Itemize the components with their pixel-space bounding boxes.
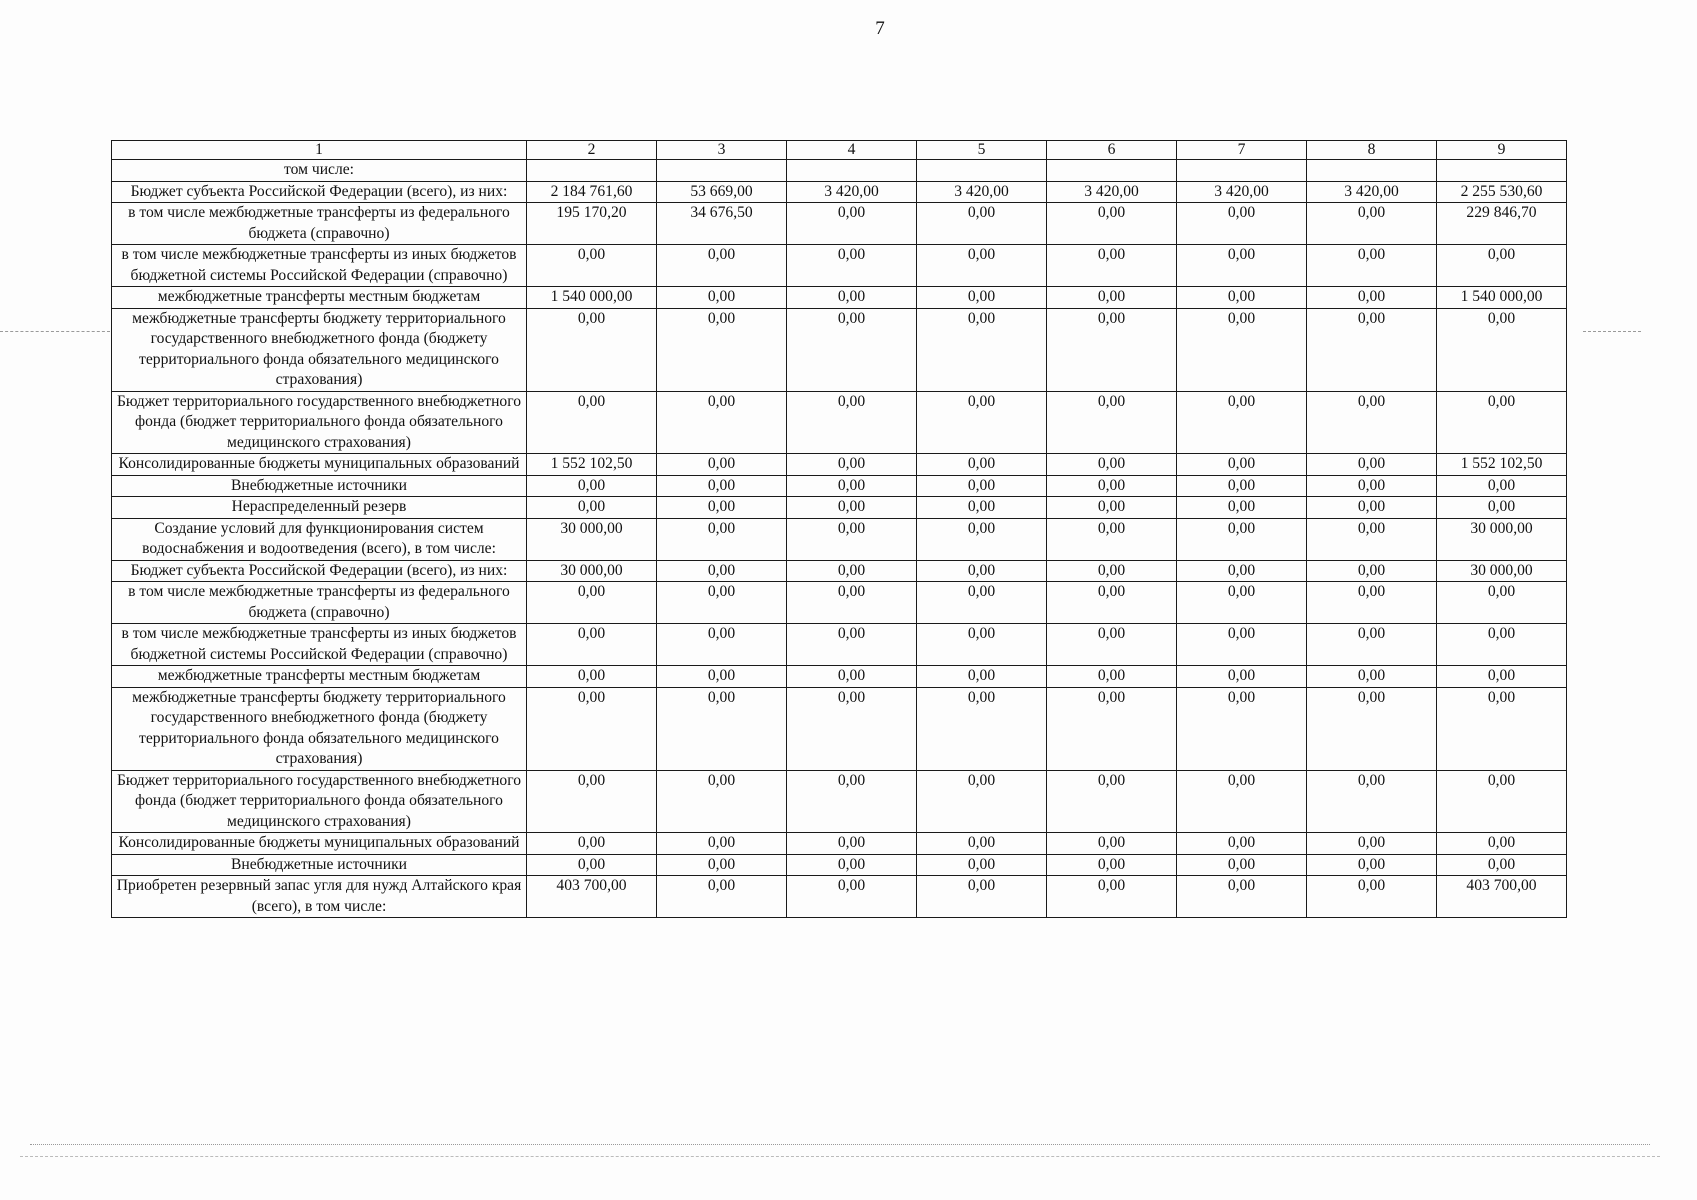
value-cell [1437,160,1567,182]
value-cell: 0,00 [1047,203,1177,245]
value-cell: 0,00 [1307,518,1437,560]
value-cell: 0,00 [787,624,917,666]
value-cell: 0,00 [1047,518,1177,560]
column-number-header: 7 [1177,141,1307,160]
row-label: Бюджет субъекта Российской Федерации (всего), из них: [112,181,527,203]
value-cell: 0,00 [657,687,787,770]
value-cell: 0,00 [1437,475,1567,497]
scan-artifact-line [30,1144,1650,1146]
value-cell: 0,00 [917,308,1047,391]
value-cell: 403 700,00 [1437,876,1567,918]
table-row [112,245,1567,287]
value-cell [1307,160,1437,182]
value-cell [1177,160,1307,182]
value-cell: 0,00 [657,876,787,918]
value-cell: 0,00 [1177,245,1307,287]
value-cell: 0,00 [917,876,1047,918]
table-row [112,666,1567,688]
row-label: межбюджетные трансферты бюджету территориального государственного внебюджетного фонда (бюджету территориального фонда обязательного медицинского страхования) [112,687,527,770]
table-row [112,876,1567,918]
value-cell: 0,00 [527,245,657,287]
value-cell: 0,00 [917,245,1047,287]
value-cell: 0,00 [1047,666,1177,688]
row-label: Внебюджетные источники [112,854,527,876]
row-label: в том числе межбюджетные трансферты из иных бюджетов бюджетной системы Российской Федерации (справочно) [112,624,527,666]
value-cell: 403 700,00 [527,876,657,918]
value-cell: 1 552 102,50 [1437,454,1567,476]
value-cell: 0,00 [1307,454,1437,476]
value-cell: 0,00 [787,245,917,287]
table-row [112,770,1567,833]
value-cell: 0,00 [1047,454,1177,476]
value-cell: 0,00 [657,666,787,688]
value-cell: 1 540 000,00 [1437,287,1567,309]
value-cell: 0,00 [527,308,657,391]
value-cell: 0,00 [1307,203,1437,245]
value-cell: 0,00 [1177,582,1307,624]
value-cell: 0,00 [787,854,917,876]
row-label: межбюджетные трансферты местным бюджетам [112,287,527,309]
value-cell: 0,00 [917,833,1047,855]
value-cell: 0,00 [1307,391,1437,454]
value-cell: 0,00 [1177,560,1307,582]
value-cell: 0,00 [917,666,1047,688]
value-cell: 0,00 [1307,475,1437,497]
table-row [112,454,1567,476]
value-cell: 0,00 [1437,770,1567,833]
table-row [112,833,1567,855]
value-cell: 0,00 [1047,624,1177,666]
value-cell: 0,00 [1307,497,1437,519]
value-cell: 0,00 [1047,770,1177,833]
value-cell: 0,00 [1047,560,1177,582]
row-label: в том числе межбюджетные трансферты из иных бюджетов бюджетной системы Российской Федерации (справочно) [112,245,527,287]
value-cell: 0,00 [1307,582,1437,624]
row-label: Консолидированные бюджеты муниципальных образований [112,833,527,855]
value-cell: 0,00 [1437,245,1567,287]
value-cell: 0,00 [787,391,917,454]
value-cell: 0,00 [1177,666,1307,688]
row-label: Бюджет субъекта Российской Федерации (всего), из них: [112,560,527,582]
budget-table [111,140,1567,918]
column-number-header: 4 [787,141,917,160]
value-cell: 0,00 [1177,624,1307,666]
value-cell: 0,00 [1307,770,1437,833]
value-cell: 0,00 [917,854,1047,876]
value-cell: 30 000,00 [1437,560,1567,582]
value-cell: 0,00 [917,497,1047,519]
value-cell: 0,00 [657,854,787,876]
value-cell: 0,00 [1177,308,1307,391]
table-row [112,475,1567,497]
scan-artifact-line [1583,331,1641,333]
value-cell: 0,00 [657,391,787,454]
value-cell: 0,00 [917,518,1047,560]
value-cell: 0,00 [1047,687,1177,770]
value-cell: 0,00 [527,770,657,833]
value-cell: 0,00 [787,876,917,918]
table-row [112,582,1567,624]
value-cell: 0,00 [1437,308,1567,391]
page-number: 7 [875,18,885,39]
value-cell: 0,00 [1437,497,1567,519]
value-cell: 0,00 [1177,854,1307,876]
value-cell: 0,00 [917,391,1047,454]
column-number-header: 8 [1307,141,1437,160]
value-cell: 0,00 [657,582,787,624]
value-cell: 0,00 [527,854,657,876]
value-cell: 2 184 761,60 [527,181,657,203]
value-cell: 0,00 [787,287,917,309]
value-cell: 0,00 [527,582,657,624]
value-cell: 0,00 [787,582,917,624]
value-cell: 0,00 [527,666,657,688]
table-row [112,687,1567,770]
value-cell: 0,00 [1047,497,1177,519]
scan-artifact-line [0,331,110,333]
value-cell: 0,00 [657,308,787,391]
table-row [112,518,1567,560]
row-label: Внебюджетные источники [112,475,527,497]
value-cell: 53 669,00 [657,181,787,203]
table-row [112,181,1567,203]
value-cell: 30 000,00 [527,560,657,582]
value-cell: 0,00 [657,454,787,476]
value-cell: 0,00 [527,475,657,497]
row-label: межбюджетные трансферты бюджету территориального государственного внебюджетного фонда (бюджету территориального фонда обязательного медицинского страхования) [112,308,527,391]
value-cell: 3 420,00 [1307,181,1437,203]
value-cell: 3 420,00 [1177,181,1307,203]
value-cell: 0,00 [1177,391,1307,454]
table-row [112,854,1567,876]
value-cell: 3 420,00 [1047,181,1177,203]
table-header-row [112,141,1567,160]
value-cell: 0,00 [1437,687,1567,770]
value-cell: 0,00 [1307,287,1437,309]
table-row [112,560,1567,582]
value-cell: 0,00 [1437,582,1567,624]
value-cell: 0,00 [1177,497,1307,519]
table-row [112,391,1567,454]
value-cell: 0,00 [917,203,1047,245]
value-cell: 0,00 [917,560,1047,582]
value-cell: 0,00 [1177,876,1307,918]
value-cell: 0,00 [527,391,657,454]
value-cell: 30 000,00 [527,518,657,560]
value-cell: 0,00 [787,560,917,582]
column-number-header: 1 [112,141,527,160]
value-cell: 2 255 530,60 [1437,181,1567,203]
value-cell: 0,00 [1177,475,1307,497]
table-row [112,308,1567,391]
value-cell: 0,00 [657,287,787,309]
value-cell: 0,00 [657,497,787,519]
column-number-header: 3 [657,141,787,160]
value-cell: 0,00 [1047,308,1177,391]
value-cell: 0,00 [787,666,917,688]
value-cell: 0,00 [1307,854,1437,876]
value-cell: 0,00 [787,687,917,770]
value-cell: 0,00 [1437,854,1567,876]
value-cell: 0,00 [1437,833,1567,855]
scan-artifact-line [20,1156,1660,1158]
value-cell: 0,00 [657,245,787,287]
row-label: в том числе межбюджетные трансферты из федерального бюджета (справочно) [112,203,527,245]
column-number-header: 2 [527,141,657,160]
value-cell: 3 420,00 [917,181,1047,203]
value-cell: 0,00 [787,454,917,476]
value-cell: 0,00 [1437,666,1567,688]
value-cell: 0,00 [1177,833,1307,855]
value-cell: 1 540 000,00 [527,287,657,309]
value-cell: 0,00 [787,833,917,855]
value-cell: 0,00 [917,454,1047,476]
value-cell: 0,00 [1047,287,1177,309]
value-cell: 229 846,70 [1437,203,1567,245]
row-label: Консолидированные бюджеты муниципальных образований [112,454,527,476]
value-cell: 0,00 [1177,287,1307,309]
table-row [112,497,1567,519]
value-cell: 0,00 [527,624,657,666]
value-cell: 0,00 [1047,391,1177,454]
value-cell: 0,00 [1177,770,1307,833]
value-cell: 0,00 [917,582,1047,624]
value-cell: 30 000,00 [1437,518,1567,560]
value-cell [917,160,1047,182]
row-label: Приобретен резервный запас угля для нужд Алтайского края (всего), в том числе: [112,876,527,918]
value-cell: 0,00 [787,203,917,245]
value-cell: 0,00 [917,624,1047,666]
value-cell: 0,00 [527,497,657,519]
value-cell [527,160,657,182]
row-label: межбюджетные трансферты местным бюджетам [112,666,527,688]
value-cell: 0,00 [1177,687,1307,770]
value-cell: 34 676,50 [657,203,787,245]
row-label: Бюджет территориального государственного внебюджетного фонда (бюджет территориального фонда обязательного медицинского страхования) [112,391,527,454]
column-number-header: 6 [1047,141,1177,160]
value-cell: 0,00 [787,475,917,497]
value-cell: 0,00 [1307,876,1437,918]
value-cell: 0,00 [657,475,787,497]
value-cell: 0,00 [657,770,787,833]
value-cell: 1 552 102,50 [527,454,657,476]
value-cell: 0,00 [1047,833,1177,855]
row-label: Нераспределенный резерв [112,497,527,519]
value-cell: 0,00 [917,770,1047,833]
value-cell: 0,00 [1177,518,1307,560]
value-cell: 0,00 [1307,560,1437,582]
value-cell: 0,00 [1047,582,1177,624]
value-cell: 0,00 [787,518,917,560]
value-cell: 0,00 [1177,454,1307,476]
value-cell: 0,00 [1047,475,1177,497]
value-cell: 0,00 [1047,245,1177,287]
value-cell: 0,00 [1177,203,1307,245]
value-cell: 0,00 [787,770,917,833]
value-cell [1047,160,1177,182]
table-row [112,160,1567,182]
row-label: том числе: [112,160,527,182]
value-cell: 0,00 [1307,687,1437,770]
table-row [112,624,1567,666]
value-cell: 0,00 [657,560,787,582]
value-cell: 0,00 [1307,308,1437,391]
table-body [112,141,1567,918]
value-cell: 195 170,20 [527,203,657,245]
value-cell [787,160,917,182]
value-cell: 0,00 [657,833,787,855]
table-row [112,287,1567,309]
value-cell: 0,00 [1307,666,1437,688]
value-cell: 0,00 [1307,833,1437,855]
table-row [112,203,1567,245]
value-cell: 0,00 [1307,624,1437,666]
value-cell: 0,00 [1437,391,1567,454]
value-cell: 0,00 [1047,854,1177,876]
value-cell: 0,00 [1047,876,1177,918]
value-cell: 0,00 [1307,245,1437,287]
value-cell: 3 420,00 [787,181,917,203]
column-number-header: 5 [917,141,1047,160]
row-label: Создание условий для функционирования систем водоснабжения и водоотведения (всего), в том числе: [112,518,527,560]
value-cell: 0,00 [527,687,657,770]
value-cell: 0,00 [787,308,917,391]
row-label: Бюджет территориального государственного внебюджетного фонда (бюджет территориального фонда обязательного медицинского страхования) [112,770,527,833]
value-cell: 0,00 [917,287,1047,309]
value-cell: 0,00 [917,687,1047,770]
value-cell: 0,00 [1437,624,1567,666]
row-label: в том числе межбюджетные трансферты из федерального бюджета (справочно) [112,582,527,624]
value-cell: 0,00 [657,518,787,560]
value-cell: 0,00 [657,624,787,666]
value-cell: 0,00 [527,833,657,855]
value-cell: 0,00 [787,497,917,519]
column-number-header: 9 [1437,141,1567,160]
value-cell [657,160,787,182]
value-cell: 0,00 [917,475,1047,497]
